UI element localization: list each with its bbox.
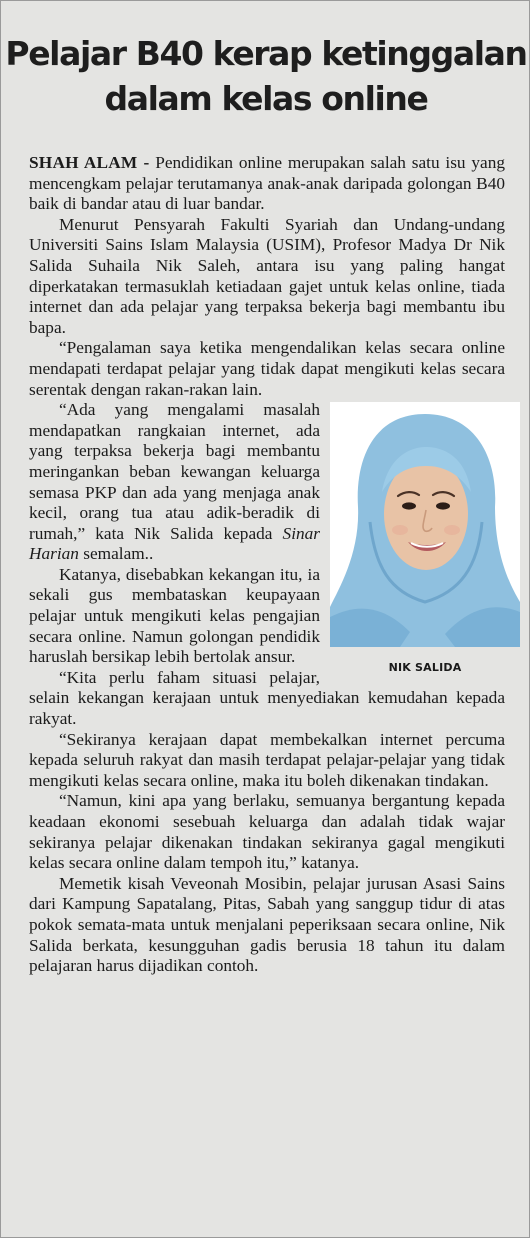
portrait-photo (330, 402, 520, 647)
headline (1, 31, 530, 121)
paragraph-3-container (29, 338, 505, 400)
paragraph-4-text-end: semalam.. (78, 544, 154, 564)
paragraph-6: “Kita perlu faham situasi pelajar, selain kekangan kerajaan untuk menyediakan kemudahan kepada rakyat. (29, 667, 505, 729)
paragraph-3: “Pengalaman saya ketika mengendalikan kelas secara online mendapati terdapat pelajar yang tidak dapat mengikuti kelas secara serentak dengan rakan-rakan lain. (29, 338, 505, 399)
paragraph-1-text: Pendidikan online merupakan salah satu isu yang mencengkam pelajar terutamanya anak-anak daripada golongan B40 baik di bandar atau di luar bandar. (29, 153, 505, 214)
headline-line-2: dalam kelas online (104, 79, 428, 118)
paragraph-1 (29, 153, 505, 215)
photo-figure (330, 402, 520, 685)
article-body (29, 153, 505, 977)
paragraph-4-text-start: “Ada yang mengalami masalah mendapatkan rangkaian internet, ada yang terpaksa bekerja bagi membantu meringankan beban kewangan keluarga semasa PKP dan ada yang menjaga anak kecil, orang tua atau adik-beradik di rumah,” kata Nik Salida kepada (29, 400, 320, 543)
paragraph-9: Memetik kisah Veveonah Mosibin, pelajar jurusan Asasi Sains dari Kampung Sapatalang, Pitas, Sabah yang sanggup tidur di atas pokok semata-mata untuk menjalani peperiksaan secara online, Nik Salida berkata, kesungguhan gadis berusia 18 tahun itu dalam pelajaran harus dijadikan contoh. (29, 873, 505, 976)
paragraph-8: “Namun, kini apa yang berlaku, semuanya bergantung kepada keadaan ekonomi sesebuah keluarga dan adalah tidak wajar sekiranya pelajar dikenakan tindakan sekiranya gagal mengikuti kelas secara online dalam tempoh itu,” katanya. (29, 791, 505, 873)
paragraph-2: Menurut Pensyarah Fakulti Syariah dan Undang-undang Universiti Sains Islam Malaysia (USIM), Profesor Madya Dr Nik Salida Suhaila Nik Saleh, antara isu yang paling hangat diperkatakan termasuklah ketiadaan gajet untuk kelas online, tiada internet dan ada pelajar yang terpaksa bekerja bagi membantu ibu bapa. (29, 214, 505, 337)
paragraph-5: Katanya, disebabkan kekangan itu, ia sekali gus membataskan keupayaan pelajar untuk mengikuti kelas pengajian secara online. Namun golongan pendidik haruslah bersikap lebih bertolak ansur. (29, 564, 320, 667)
dateline: SHAH ALAM - (29, 153, 150, 172)
publication-name: Sinar Harian (29, 523, 320, 564)
photo-caption: NIK SALIDA (388, 661, 462, 675)
headline-line-1: Pelajar B40 kerap ketinggalan (5, 34, 527, 73)
paragraph-7: “Sekiranya kerajaan dapat membekalkan internet percuma kepada seluruh rakyat dan masih terdapat pelajar-pelajar yang tidak mengikuti kelas secara online, maka itu boleh dikenakan tindakan. (29, 729, 505, 790)
